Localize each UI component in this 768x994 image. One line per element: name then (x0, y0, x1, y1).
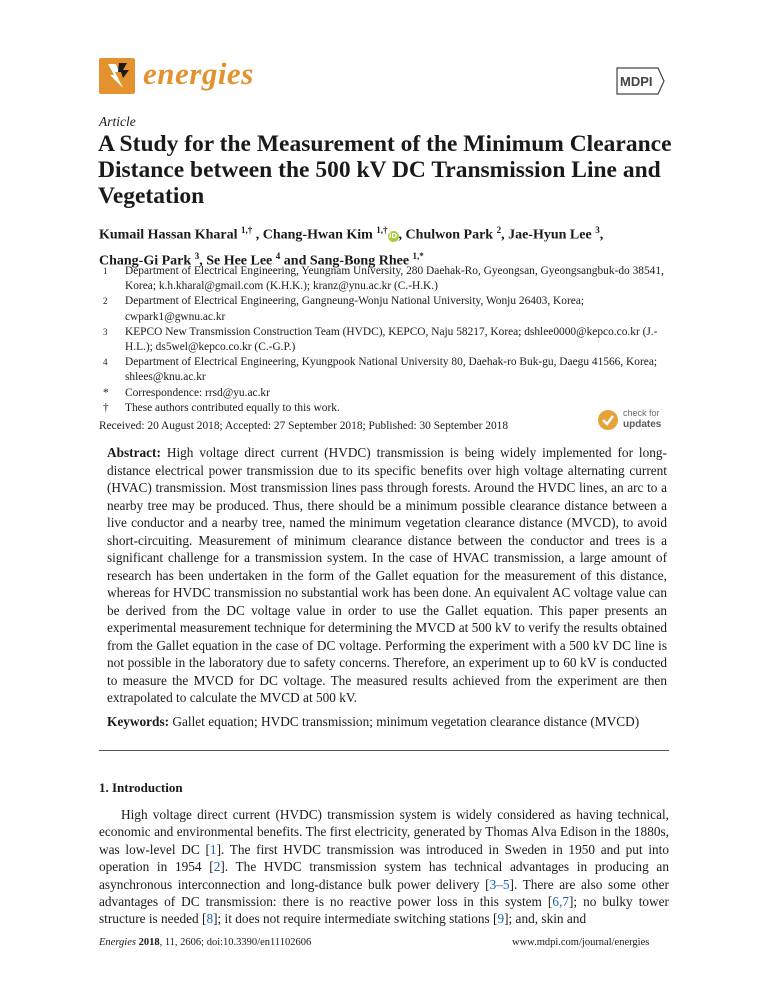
keywords-text: Gallet equation; HVDC transmission; minimum vegetation clearance distance (MVCD) (172, 714, 640, 729)
author-affil: 1,† (240, 225, 253, 235)
abstract (107, 444, 667, 707)
citation-link[interactable]: 1 (209, 841, 217, 857)
journal-name: energies (143, 56, 254, 91)
affiliation-item: 2 Department of Electrical Engineering, Gangneung-Wonju National University, Wonju 26403, Korea; cwpark1@gwnu.ac.kr (103, 295, 585, 323)
citation-link[interactable]: 8 (206, 911, 214, 927)
author-affil: 1,† (376, 225, 388, 235)
citation-link[interactable]: 9 (497, 911, 505, 927)
affiliation-item: 1 Department of Electrical Engineering, Yeungnam University, 280 Daehak-Ro, Gyeongsan, Gyeongsangbuk-do 38541, Korea; k.h.kharal@gmail.com (K.H.K.); kranz@ynu.ac.kr (C.-H.K.) (103, 265, 664, 293)
abstract-text: High voltage direct current (HVDC) transmission is being widely implemented for long-distance electrical power transmission due to its specific benefits over high voltage alternating current (HVAC) transmission. Most transmission lines pass through forests. Around the HVDC lines, an arc to a nearby tree may be produced. Thus, there should be a minimum possible clearance distance between a live conductor and a nearby tree, named the minimum vegetation clearance distance (MVCD), to avoid short-circuiting. Measurement of minimum clearance distance between the conductor and trees is a significant challenge for a transmission system. In the case of HVAC transmission, a large amount of research has been undertaken in the form of the Gallet equation for the measurement of this distance, whereas for HVDC transmission no substantial work has been done. An equivalent AC voltage value can be derived from the DC voltage value in order to use the Gallet equation. This paper presents an experimental measurement technique for determining the MVCD at 500 kV to verify the results obtained from the Gallet equation in the case of DC voltage. Performing the experiment with a 500 kV DC line is not possible in the laboratory due to safety concerns. Therefore, an experiment up to 60 kV is conducted to measure the MVCD for DC voltage. The measured results achieved from the experiment are then extrapolated to calculate the MVCD at 500 kV. (107, 445, 667, 705)
abstract-label: Abstract: (107, 445, 161, 460)
author-name: Sang-Bong Rhee (309, 253, 410, 269)
correspondence: * Correspondence: rrsd@yu.ac.kr (103, 386, 270, 399)
affiliation-item: 3 KEPCO New Transmission Construction Team (HVDC), KEPCO, Naju 58217, Korea; dshlee0000@kepco.co.kr (J.-H.L.); ds5wel@kepco.co.kr (C.-G.P.) (103, 325, 658, 354)
mdpi-logo[interactable] (614, 66, 666, 96)
author-name: Kumail Hassan Kharal (99, 227, 238, 243)
keywords (107, 713, 667, 731)
citation-link[interactable]: 6,7 (552, 894, 569, 910)
paper-title: A Study for the Measurement of the Minimum Clearance Distance between the 500 kV DC Transmission Line and Vegetation (98, 131, 672, 209)
author-name: Chang-Hwan Kim (262, 227, 373, 243)
intro-paragraph: High voltage direct current (HVDC) transmission system is widely considered as having technical, economic and environmental benefits. The first electricity, generated by Thomas Alva Edison in the 1880s, was low-level DC [1]. The first HVDC transmission was introduced in Sweden in 1950 and put into operation in 1954 [2]. The HVDC transmission system has technical advantages in producing an asynchronous interconnection and long-distance bulk power delivery [3–5]. There are also some other advantages of DC transmission: there is no reactive power loss in this system [6,7]; no bulky tower structure is needed [8]; it does not require intermediate switching stations [9]; and, skin and (99, 807, 670, 927)
mdpi-logo-text: MDPI (620, 74, 653, 89)
author-list: Kumail Hassan Kharal $^{1,\dagger}$ , Chang-Hwan Kim $^{1,\dagger}$iD, Chulwon Park $^2$, Jae-Hyun Lee $^3$, Chang-Gi Park $^3$, Se Hee Lee $^4$ and Sang-Bong Rhee $^{1,*}$ (99, 225, 604, 269)
publication-dates: Received: 20 August 2018; Accepted: 27 September 2018; Published: 30 September 2018 (99, 420, 509, 432)
lightning-bolt-icon (99, 58, 135, 94)
author-name: Chang-Gi Park (99, 253, 192, 269)
equal-contribution-note: † These authors contributed equally to this work. (103, 401, 340, 414)
keywords-label: Keywords: (107, 714, 170, 729)
author-affil: 3 (194, 250, 200, 261)
check-updates-line2: updates (623, 419, 662, 430)
author-affil: 2 (496, 225, 502, 235)
section-heading: 1. Introduction (99, 780, 183, 795)
check-updates-line1: check for (623, 408, 660, 418)
citation-link[interactable]: 2 (213, 859, 221, 875)
check-for-updates-button[interactable] (598, 408, 674, 434)
author-name: Chulwon Park (405, 227, 494, 243)
author-affil: 4 (275, 250, 281, 261)
affiliation-list (99, 264, 679, 416)
author-affil: 1,* (412, 250, 424, 261)
article-type: Article (99, 114, 136, 129)
journal-logo (99, 58, 135, 94)
orcid-icon[interactable]: iD (388, 231, 398, 240)
check-updates-icon (598, 410, 618, 430)
author-affil: 3 (595, 225, 600, 235)
citation-link[interactable]: 3–5 (489, 876, 510, 892)
author-name: Jae-Hyun Lee (508, 227, 592, 243)
divider (99, 750, 669, 751)
footer-citation: Energies 2018, 11, 2606; doi:10.3390/en11102606 (99, 937, 312, 948)
footer-url[interactable]: www.mdpi.com/journal/energies (512, 937, 650, 948)
affiliation-item: 4 Department of Electrical Engineering, Kyungpook National University 80, Daehak-ro Buk-gu, Daegu 41566, Korea; shlees@knu.ac.kr (103, 356, 658, 384)
author-name: Se Hee Lee (206, 253, 273, 269)
